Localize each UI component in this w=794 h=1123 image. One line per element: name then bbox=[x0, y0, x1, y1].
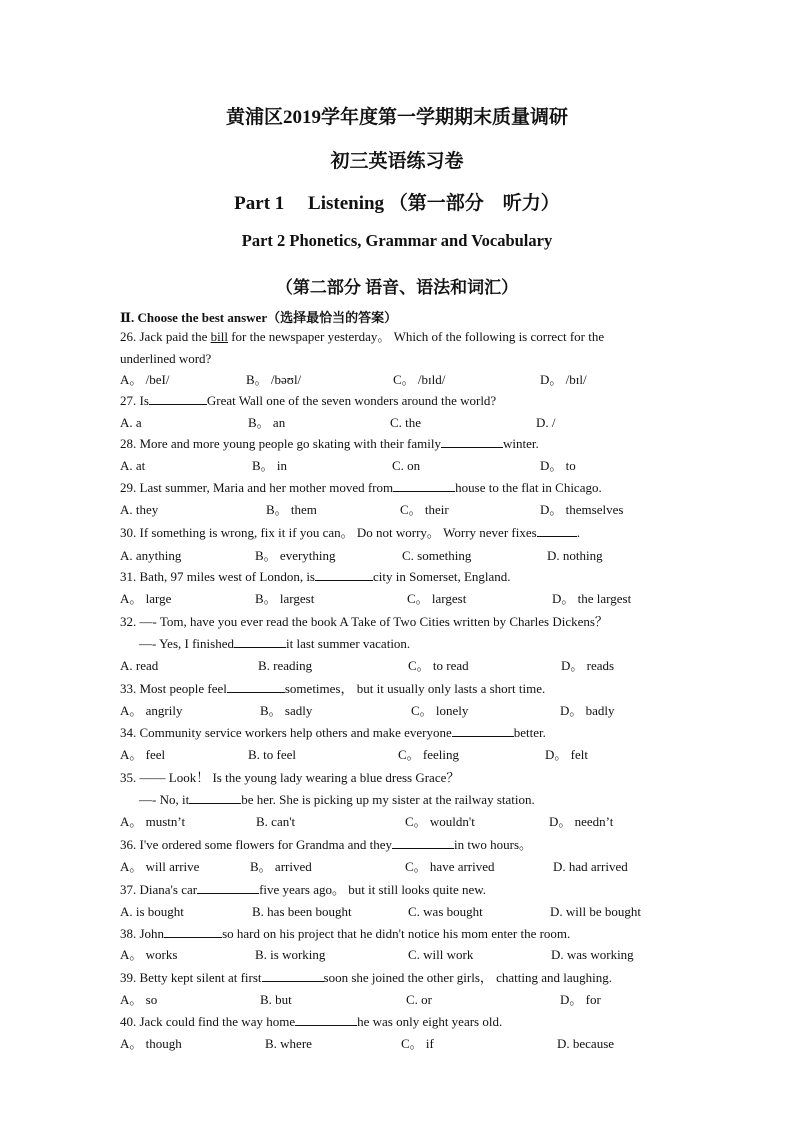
option-d[interactable]: D。 themselves bbox=[540, 502, 624, 517]
option-a[interactable]: A. is bought bbox=[120, 904, 184, 919]
answer-blank[interactable] bbox=[227, 680, 285, 693]
option-c[interactable]: C。 to read bbox=[408, 658, 469, 673]
question-37: 37. Diana's car five years ago。 but it still looks quite new. bbox=[120, 882, 487, 897]
option-d[interactable]: D。 badly bbox=[560, 703, 615, 718]
answer-blank[interactable] bbox=[441, 435, 503, 448]
question-29: 29. Last summer, Maria and her mother moved from house to the flat in Chicago. bbox=[120, 480, 602, 495]
option-a[interactable]: A. they bbox=[120, 502, 159, 517]
option-a[interactable]: A。 /beI/ bbox=[120, 372, 170, 387]
answer-blank[interactable] bbox=[392, 836, 454, 849]
exam-title: 黄浦区2019学年度第一学期期末质量调研 bbox=[225, 107, 568, 128]
option-d[interactable]: D。 to bbox=[540, 458, 576, 473]
option-a[interactable]: A. a bbox=[120, 415, 142, 430]
answer-blank[interactable] bbox=[262, 969, 324, 982]
option-a[interactable]: A。 works bbox=[120, 947, 178, 962]
option-c[interactable]: C. will work bbox=[408, 947, 474, 962]
underlined-word: bill bbox=[210, 329, 228, 344]
option-d[interactable]: D。 /bɪl/ bbox=[540, 372, 587, 387]
option-d[interactable]: D。 the largest bbox=[552, 591, 632, 606]
option-b[interactable]: B. where bbox=[265, 1036, 312, 1051]
question-32: 32. —- Tom, have you ever read the book A Take of Two Cities written by Charles Dickens？ bbox=[120, 614, 608, 629]
question-36: 36. I've ordered some flowers for Grandma and they in two hours。 bbox=[120, 837, 533, 852]
question-35-line2: —- No, it be her. She is picking up my sister at the railway station. bbox=[139, 792, 535, 807]
question-39: 39. Betty kept silent at first soon she joined the other girls， chatting and laughing. bbox=[120, 970, 613, 985]
question-34: 34. Community service workers help others and make everyone better. bbox=[120, 725, 546, 740]
option-d[interactable]: D。 needn’t bbox=[549, 814, 614, 829]
answer-blank[interactable] bbox=[537, 524, 577, 537]
answer-blank[interactable] bbox=[164, 925, 222, 938]
option-a[interactable]: A. anything bbox=[120, 548, 182, 563]
option-a[interactable]: A。 large bbox=[120, 591, 172, 606]
option-d[interactable]: D。 for bbox=[560, 992, 601, 1007]
option-d[interactable]: D. because bbox=[557, 1036, 615, 1051]
option-b[interactable]: B。 everything bbox=[255, 548, 336, 563]
question-28: 28. More and more young people go skating with their family winter. bbox=[120, 436, 539, 451]
option-b[interactable]: B. but bbox=[260, 992, 292, 1007]
answer-blank[interactable] bbox=[315, 568, 373, 581]
option-c[interactable]: C。 feeling bbox=[398, 747, 460, 762]
option-b[interactable]: B。 an bbox=[248, 415, 286, 430]
option-b[interactable]: B. reading bbox=[258, 658, 313, 673]
exam-subtitle: 初三英语练习卷 bbox=[330, 151, 464, 172]
option-d[interactable]: D。 reads bbox=[561, 658, 615, 673]
option-d[interactable]: D. nothing bbox=[547, 548, 603, 563]
option-d[interactable]: D. will be bought bbox=[550, 904, 641, 919]
option-b[interactable]: B. to feel bbox=[248, 747, 297, 762]
part2-heading: Part 2 Phonetics, Grammar and Vocabulary bbox=[241, 231, 553, 250]
answer-blank[interactable] bbox=[393, 479, 455, 492]
option-b[interactable]: B。 largest bbox=[255, 591, 315, 606]
option-c[interactable]: C. the bbox=[390, 415, 422, 430]
option-b[interactable]: B。 in bbox=[252, 458, 288, 473]
option-c[interactable]: C. or bbox=[406, 992, 432, 1007]
part2-heading-cn: （第二部分 语音、语法和词汇） bbox=[275, 278, 519, 297]
question-26: 26. Jack paid the bill for the newspaper yesterday。 Which of the following is correct for the bbox=[120, 329, 605, 344]
option-b[interactable]: B。 sadly bbox=[260, 703, 313, 718]
answer-blank[interactable] bbox=[234, 635, 286, 648]
answer-blank[interactable] bbox=[452, 724, 514, 737]
option-c[interactable]: C。 /bɪld/ bbox=[393, 372, 446, 387]
option-a[interactable]: A。 feel bbox=[120, 747, 166, 762]
option-b[interactable]: B。 /bəʊl/ bbox=[246, 372, 302, 387]
answer-blank[interactable] bbox=[197, 881, 259, 894]
option-c[interactable]: C。 largest bbox=[407, 591, 467, 606]
option-d[interactable]: D。 felt bbox=[545, 747, 588, 762]
question-27: 27. Is Great Wall one of the seven wonders around the world? bbox=[120, 393, 497, 408]
question-38: 38. John so hard on his project that he didn't notice his mom enter the room. bbox=[120, 926, 571, 941]
option-b[interactable]: B。 them bbox=[266, 502, 317, 517]
option-a[interactable]: A。 so bbox=[120, 992, 158, 1007]
option-b[interactable]: B. can't bbox=[256, 814, 296, 829]
question-31: 31. Bath, 97 miles west of London, is city in Somerset, England. bbox=[120, 569, 511, 584]
answer-blank[interactable] bbox=[149, 392, 207, 405]
question-30: 30. If something is wrong, fix it if you can。 Do not worry。 Worry never fixes . bbox=[120, 525, 580, 540]
option-a[interactable]: A。 angrily bbox=[120, 703, 183, 718]
option-c[interactable]: C. something bbox=[402, 548, 472, 563]
option-c[interactable]: C。 their bbox=[400, 502, 449, 517]
option-c[interactable]: C。 lonely bbox=[411, 703, 469, 718]
option-a[interactable]: A。 will arrive bbox=[120, 859, 200, 874]
answer-blank[interactable] bbox=[295, 1013, 357, 1026]
part1-heading: Part 1 Listening （第一部分 听力） bbox=[234, 193, 560, 214]
question-32-line2: —- Yes, I finished it last summer vacation. bbox=[139, 636, 411, 651]
option-a[interactable]: A。 mustn’t bbox=[120, 814, 186, 829]
option-d[interactable]: D. was working bbox=[551, 947, 634, 962]
option-c[interactable]: C。 have arrived bbox=[405, 859, 495, 874]
question-33: 33. Most people feel sometimes， but it usually only lasts a short time. bbox=[120, 681, 546, 696]
option-c[interactable]: C。 if bbox=[401, 1036, 434, 1051]
option-c[interactable]: C. was bought bbox=[408, 904, 483, 919]
answer-blank[interactable] bbox=[189, 791, 241, 804]
option-b[interactable]: B. has been bought bbox=[252, 904, 352, 919]
option-d[interactable]: D. / bbox=[536, 415, 556, 430]
question-35: 35. —— Look！ Is the young lady wearing a blue dress Grace？ bbox=[120, 770, 460, 785]
section-heading: Ⅱ. Choose the best answer（选择最恰当的答案） bbox=[120, 310, 398, 325]
option-a[interactable]: A。 though bbox=[120, 1036, 182, 1051]
option-d[interactable]: D. had arrived bbox=[553, 859, 628, 874]
option-c[interactable]: C. on bbox=[392, 458, 421, 473]
question-26-line2: underlined word? bbox=[120, 351, 212, 366]
option-b[interactable]: B。 arrived bbox=[250, 859, 312, 874]
option-b[interactable]: B. is working bbox=[255, 947, 326, 962]
option-a[interactable]: A. read bbox=[120, 658, 159, 673]
option-a[interactable]: A. at bbox=[120, 458, 146, 473]
option-c[interactable]: C。 wouldn't bbox=[405, 814, 475, 829]
question-40: 40. Jack could find the way home he was only eight years old. bbox=[120, 1014, 503, 1029]
